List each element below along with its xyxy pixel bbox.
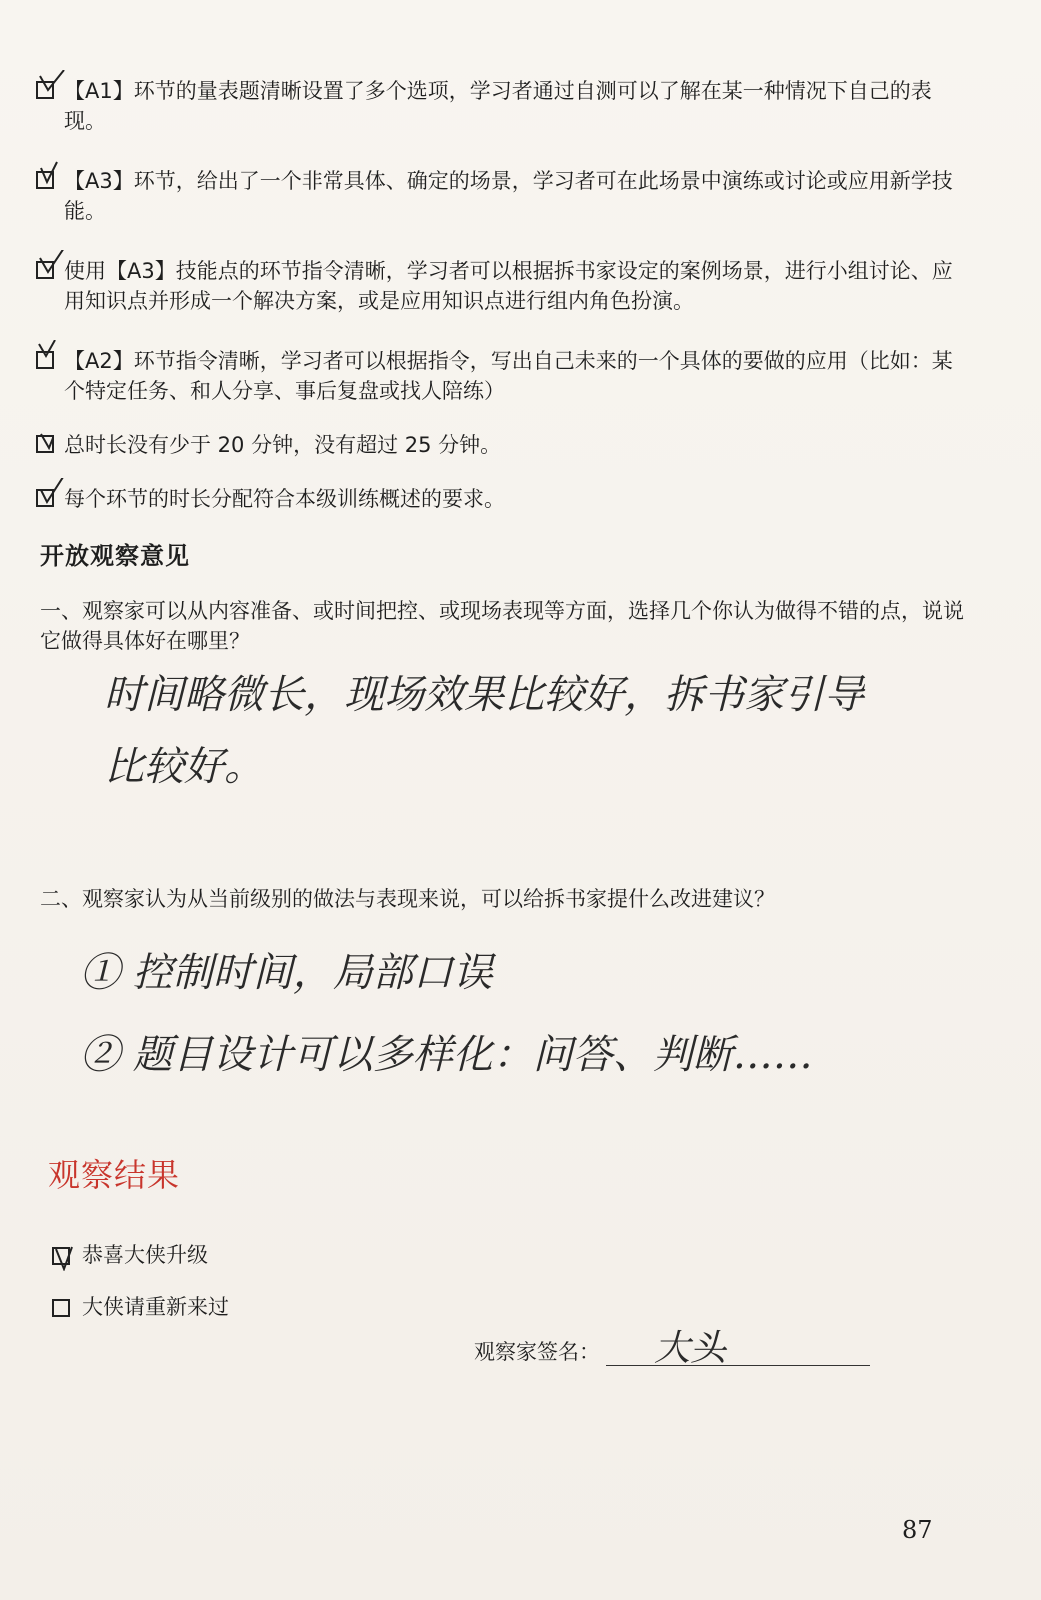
handwritten-answer-2 — [72, 930, 832, 1090]
option-label: 大侠请重新来过 — [82, 1295, 229, 1319]
checklist-text: 【A1】环节的量表题清晰设置了多个选项，学习者通过自测可以了解在某一种情况下自己的表现。 — [64, 79, 932, 133]
checkbox[interactable] — [36, 261, 54, 279]
checklist-item-a2 — [36, 346, 966, 406]
checklist-text: 总时长没有少于 20 分钟，没有超过 25 分钟。 — [64, 433, 502, 457]
answer-2-line-1: ① 控制时间，局部口误 — [80, 950, 493, 996]
checklist-item-a1 — [36, 76, 966, 136]
result-title: 观察结果 — [48, 1156, 181, 1194]
signature — [650, 1318, 770, 1374]
signature-label: 观察家签名： — [474, 1340, 600, 1364]
section-title-open-observation: 开放观察意见 — [40, 542, 190, 570]
checklist-item-a3-scene — [36, 166, 966, 226]
checkbox[interactable] — [52, 1299, 70, 1317]
checklist-item-a3-instructions — [36, 256, 966, 316]
question-1: 一、观察家可以从内容准备、或时间把控、或现场表现等方面，选择几个你认为做得不错的点，说说它做得具体好在哪里？ — [40, 599, 964, 653]
checklist-text: 【A3】环节，给出了一个非常具体、确定的场景，学习者可在此场景中演练或讨论或应用新学技能。 — [64, 169, 953, 223]
checkbox[interactable] — [36, 81, 54, 99]
question-2: 二、观察家认为从当前级别的做法与表现来说，可以给拆书家提什么改进建议？ — [40, 887, 775, 911]
checklist-text: 每个环节的时长分配符合本级训练概述的要求。 — [64, 487, 505, 511]
checkbox[interactable] — [36, 489, 54, 507]
checklist-item-duration — [36, 430, 966, 460]
option-label: 恭喜大侠升级 — [82, 1243, 208, 1267]
checkbox[interactable] — [36, 171, 54, 189]
checklist-item-time-allocation — [36, 484, 966, 514]
checkbox[interactable] — [52, 1247, 70, 1265]
check-mark-icon — [52, 1241, 78, 1271]
handwritten-answer-1 — [96, 660, 956, 810]
answer-1-line-2: 比较好。 — [104, 744, 264, 790]
checklist-text: 使用【A3】技能点的环节指令清晰，学习者可以根据拆书家设定的案例场景，进行小组讨论、应用知识点并形成一个解决方案，或是应用知识点进行组内角色扮演。 — [64, 259, 953, 313]
signature-text: 大头 — [654, 1328, 727, 1369]
checklist-text: 【A2】环节指令清晰，学习者可以根据指令，写出自己未来的一个具体的要做的应用（比如：某个特定任务、和人分享、事后复盘或找人陪练） — [64, 349, 953, 403]
option-upgrade — [52, 1240, 208, 1270]
page-number: 87 — [902, 1516, 933, 1544]
checkbox[interactable] — [36, 351, 54, 369]
option-retry — [52, 1292, 229, 1322]
answer-1-line-1: 时间略微长，现场效果比较好，拆书家引导 — [104, 672, 864, 718]
answer-2-line-2: ② 题目设计可以多样化：问答、判断…… — [80, 1032, 813, 1078]
checkbox[interactable] — [36, 435, 54, 453]
